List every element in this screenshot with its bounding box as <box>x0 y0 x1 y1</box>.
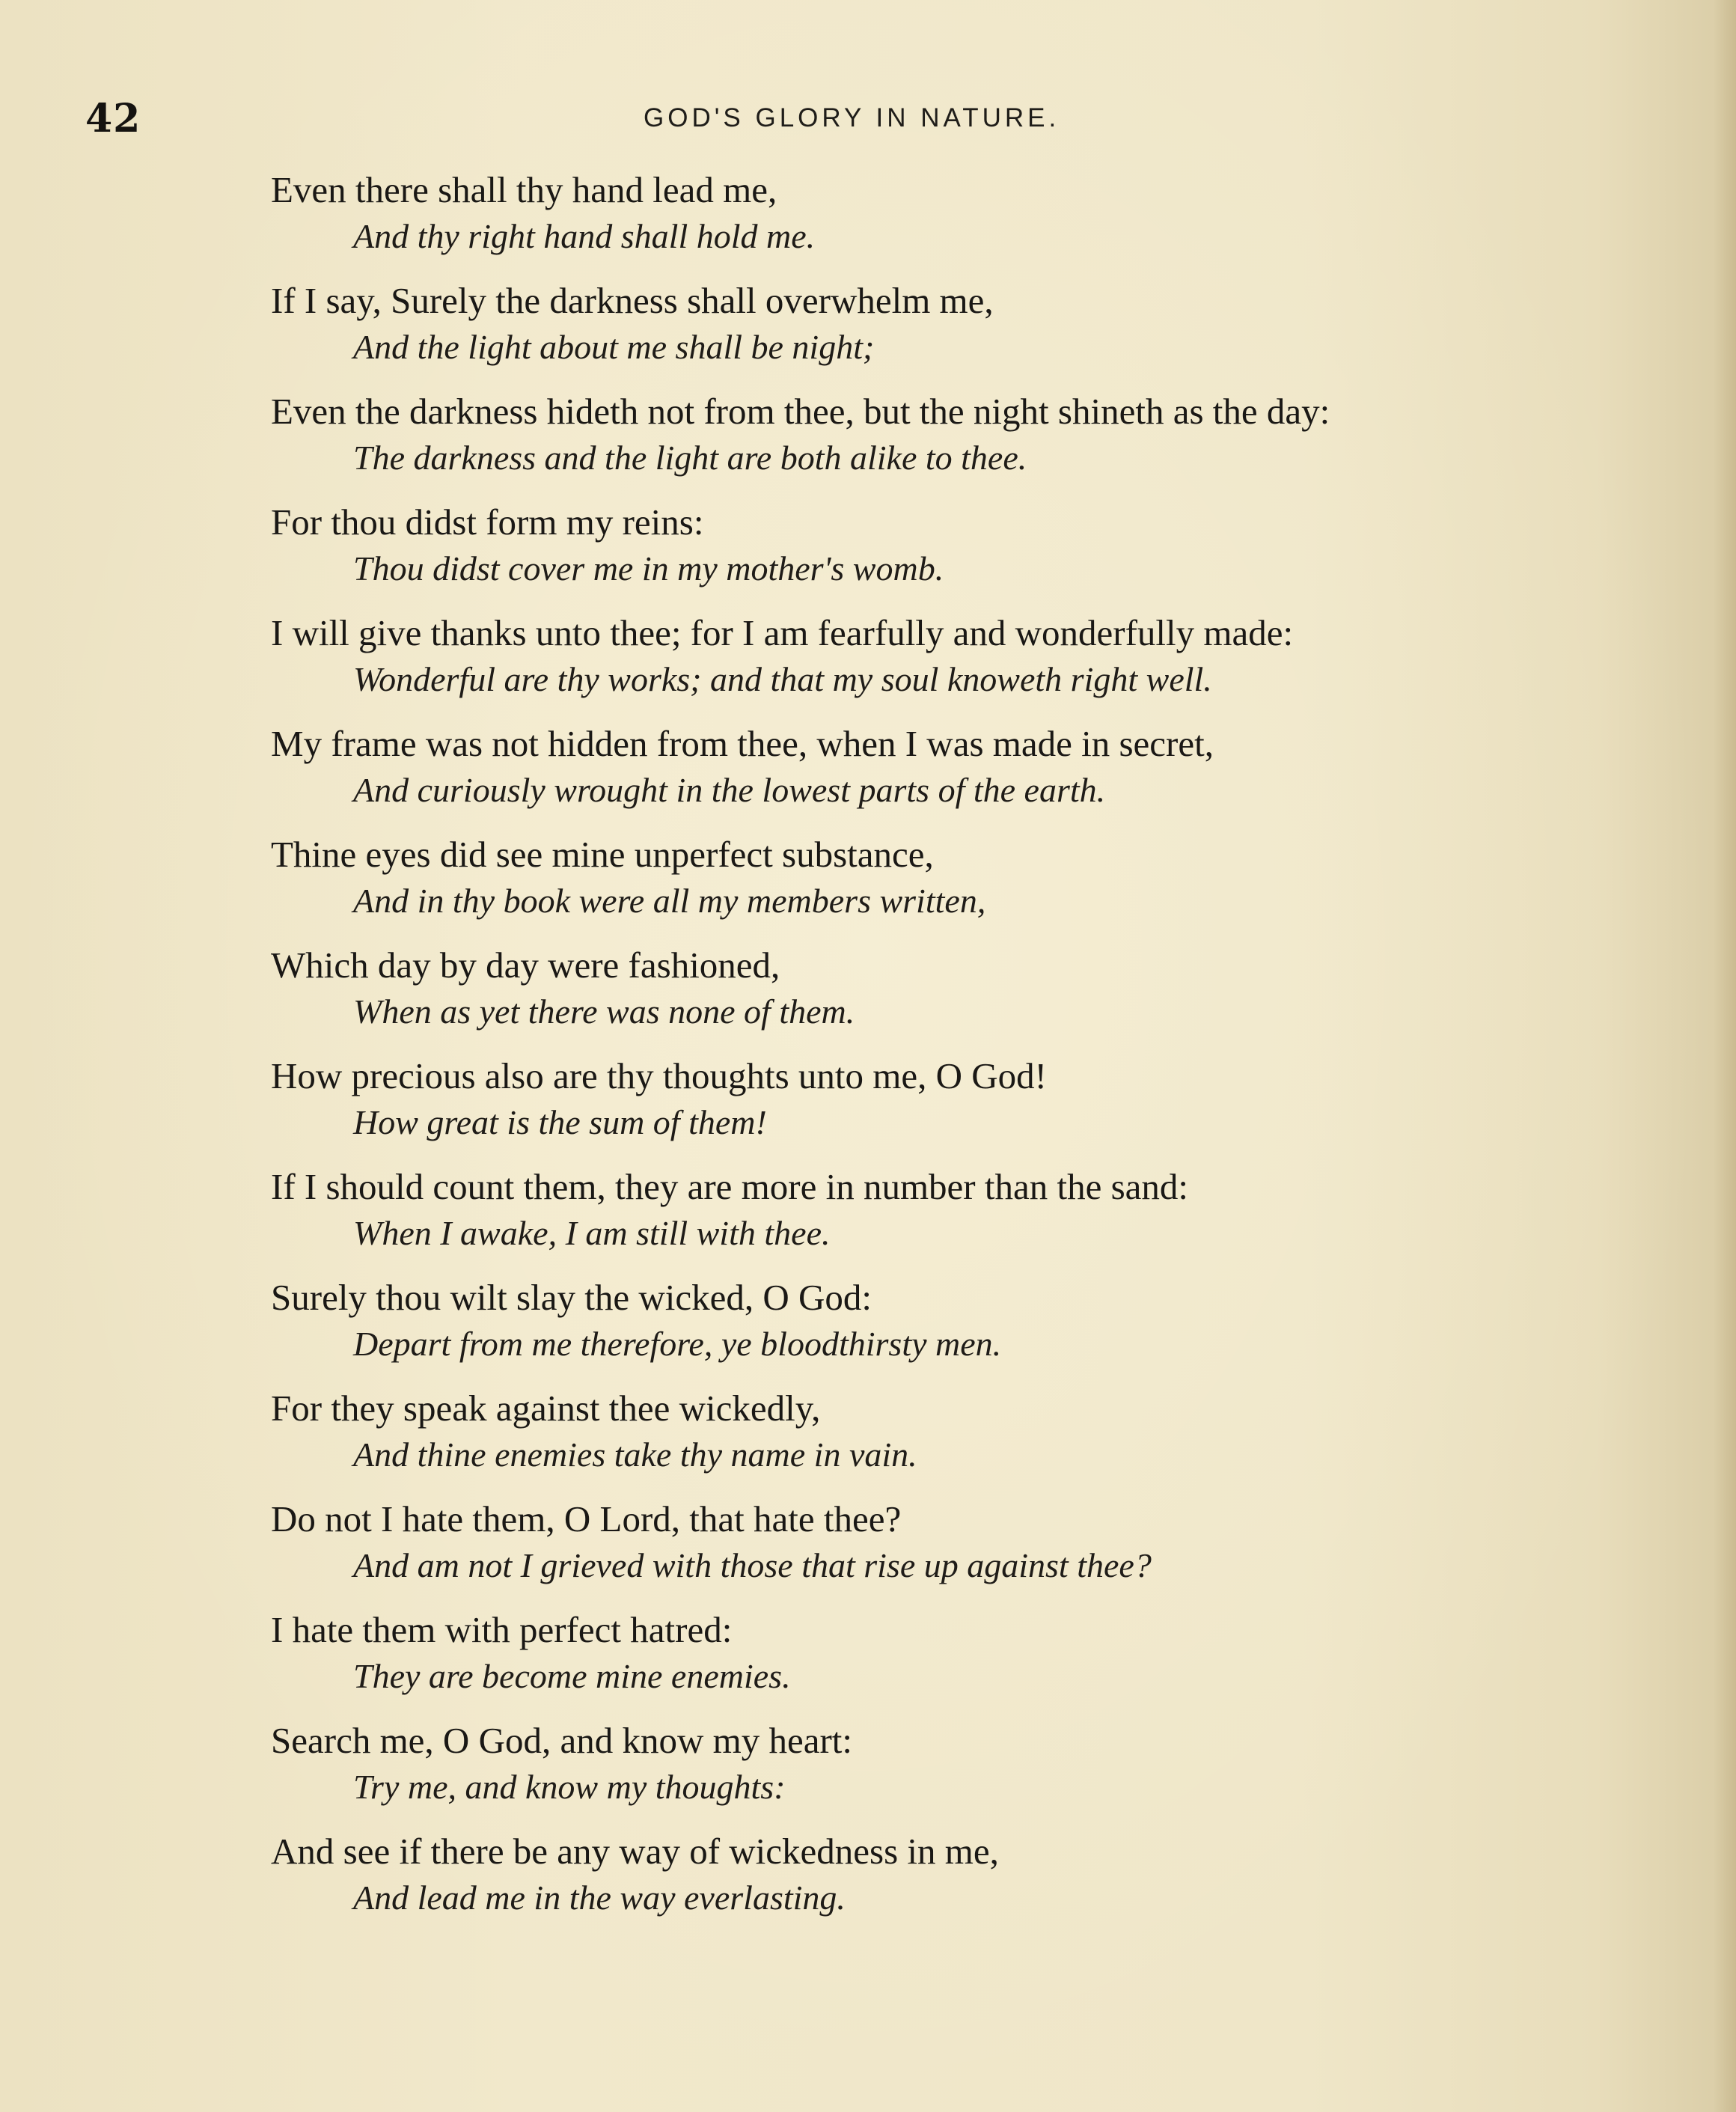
verse-line: Even the darkness hideth not from thee, but the night shineth as the day: <box>271 391 1330 432</box>
verse-line: If I should count them, they are more in number than the sand: <box>271 1166 1189 1207</box>
verse-line: Even there shall thy hand lead me, <box>271 169 777 210</box>
verse <box>271 388 1693 480</box>
verse-response-line: Thou didst cover me in my mother's womb. <box>353 549 944 587</box>
verse-response-line: They are become mine enemies. <box>353 1657 791 1695</box>
page-number: 42 <box>85 96 141 141</box>
verse-response-line: And the light about me shall be night; <box>353 328 875 366</box>
verse-line: Do not I hate them, O Lord, that hate thee? <box>271 1498 902 1539</box>
verse-line: If I say, Surely the darkness shall overwhelm me, <box>271 280 994 321</box>
verse-line: Which day by day were fashioned, <box>271 944 780 986</box>
verse <box>271 1606 1693 1699</box>
verse-line: And see if there be any way of wickedness in me, <box>271 1831 999 1872</box>
verse-response-line: How great is the sum of them! <box>353 1103 767 1141</box>
verse <box>271 609 1693 702</box>
verse <box>271 1717 1693 1810</box>
verse-line: For thou didst form my reins: <box>271 501 704 543</box>
verse-response-line: Depart from me therefore, ye bloodthirsty men. <box>353 1325 1002 1363</box>
verse-line: Search me, O God, and know my heart: <box>271 1720 852 1761</box>
verse-line: Thine eyes did see mine unperfect substance, <box>271 834 934 875</box>
verse <box>271 1495 1693 1588</box>
page-edge-shadow <box>1714 0 1736 2112</box>
verse <box>271 277 1693 370</box>
verse-line: Surely thou wilt slay the wicked, O God: <box>271 1277 872 1318</box>
running-head: GOD'S GLORY IN NATURE. <box>644 103 1060 132</box>
verse-response-line: The darkness and the light are both alike to thee. <box>353 439 1027 477</box>
verse <box>271 166 1693 259</box>
verse <box>271 831 1693 924</box>
verse-response-line: And lead me in the way everlasting. <box>353 1878 846 1917</box>
verse-line: I hate them with perfect hatred: <box>271 1609 733 1650</box>
verse-response-line: When as yet there was none of them. <box>353 992 855 1031</box>
verse-line: My frame was not hidden from thee, when I was made in secret, <box>271 723 1214 764</box>
verse-line: I will give thanks unto thee; for I am fearfully and wonderfully made: <box>271 612 1294 653</box>
verse <box>271 1828 1693 1920</box>
verse-response-line: Try me, and know my thoughts: <box>353 1768 786 1806</box>
verse <box>271 941 1693 1034</box>
verse-response-line: And thy right hand shall hold me. <box>353 217 816 255</box>
verse-response-line: Wonderful are thy works; and that my soul knoweth right well. <box>353 660 1212 698</box>
verse-response-line: And in thy book were all my members written, <box>353 882 986 920</box>
psalm-text <box>271 166 1693 1938</box>
verse-response-line: When I awake, I am still with thee. <box>353 1214 831 1252</box>
verse <box>271 1163 1693 1256</box>
verse-response-line: And thine enemies take thy name in vain. <box>353 1435 917 1474</box>
verse <box>271 1385 1693 1477</box>
verse <box>271 1052 1693 1145</box>
verse-line: How precious also are thy thoughts unto me, O God! <box>271 1055 1047 1096</box>
verse <box>271 498 1693 591</box>
verse <box>271 720 1693 813</box>
verse-response-line: And curiously wrought in the lowest parts of the earth. <box>353 771 1106 809</box>
verse-line: For they speak against thee wickedly, <box>271 1388 821 1429</box>
verse-response-line: And am not I grieved with those that rise up against thee? <box>353 1546 1152 1584</box>
verse <box>271 1274 1693 1367</box>
